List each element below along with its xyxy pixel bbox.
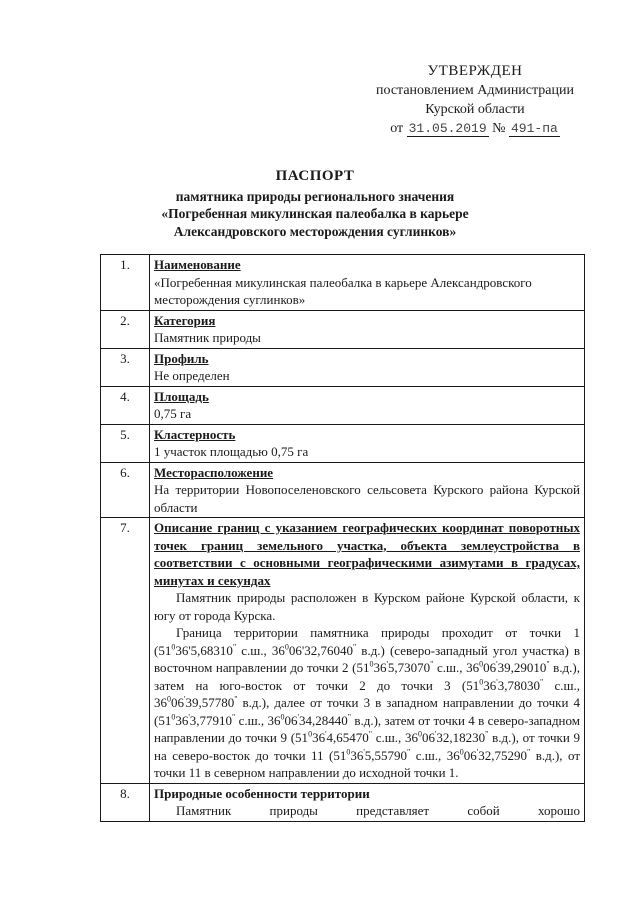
table-row [101, 310, 585, 348]
approval-number: 491-па [511, 121, 558, 136]
table-row [101, 518, 585, 784]
approval-title: УТВЕРЖДЕН [427, 63, 523, 79]
row-text: На территории Новопоселеновского сельсовета Курского района Курской области [154, 482, 580, 515]
location-paragraph: Памятник природы расположен в Курском районе Курской области, к югу от города Курска. [154, 590, 580, 623]
passport-title: ПАСПОРТ [275, 168, 355, 184]
row-text: Памятник природы [154, 330, 261, 345]
row-text: 0,75 га [154, 406, 192, 421]
heading-line-1: памятника природы регионального значения [175, 188, 455, 204]
row-content [150, 462, 585, 518]
date-prefix: от [390, 121, 404, 136]
passport-table [100, 254, 585, 822]
row-content [150, 424, 585, 462]
row-header: Кластерность [154, 426, 236, 442]
heading-line-3: Александровского месторождения суглинков» [173, 223, 457, 239]
row-number: 5. [101, 424, 150, 462]
table-row [101, 386, 585, 424]
row-header: Профиль [154, 350, 209, 366]
row-header: Категория [154, 312, 216, 328]
approval-line-2: Курской области [425, 102, 525, 117]
row-content [150, 386, 585, 424]
row-text: «Погребенная микулинская палеобалка в карьере Александровского месторождения суглинков» [154, 274, 532, 307]
row-header: Месторасположение [154, 464, 274, 480]
row-number: 6. [101, 462, 150, 518]
row-content [150, 518, 585, 784]
row-content [150, 783, 585, 821]
approval-date-line [350, 119, 600, 138]
row-text: Памятник природы представляет собой хорошо [176, 803, 580, 818]
table-row [101, 424, 585, 462]
approval-date: 31.05.2019 [408, 121, 487, 136]
row-content [150, 255, 585, 311]
table-row [101, 255, 585, 311]
row-content [150, 310, 585, 348]
row-number: 3. [101, 348, 150, 386]
approval-line-1: постановлением Администрации [376, 83, 574, 98]
row-number: 8. [101, 783, 150, 821]
row-text: 1 участок площадью 0,75 га [154, 444, 309, 459]
row-number: 2. [101, 310, 150, 348]
table-row [101, 783, 585, 821]
row-text: Не определен [154, 368, 230, 383]
heading-line-2: «Погребенная микулинская палеобалка в карьере [161, 206, 469, 221]
row-header: Описание границ с указанием географических координат поворотных точек границ земельного участка, объекта землеустройства в соответствии с основными географическими азимутами в градусах, минутах и секундах [154, 520, 580, 588]
table-row [101, 462, 585, 518]
row-header: Природные особенности территории [154, 785, 370, 801]
row-number: 4. [101, 386, 150, 424]
table-row [101, 348, 585, 386]
row-header: Площадь [154, 388, 209, 404]
row-header: Наименование [154, 257, 241, 272]
row-content [150, 348, 585, 386]
passport-heading [100, 168, 530, 240]
boundary-paragraph: Граница территории памятника природы проходит от точки 1 ($51^036'5,68310^"$ с.ш., $36^006'32,76040^"$ в.д.) (северо-западный угол участка) в восточном направлении до точки 2 ($51^036'5,73070^"$ с.ш., $36^006'39,29010^"$ в.д.), затем на юго-восток от точки 2 до точки 3 ($51^036'3,78030^"$ с.ш., $36^006'39,57780^"$ в.д.), далее от точки 3 в западном направлении до точки 4 ($51^036'3,77910^"$ с.ш., $36^006'34,28440^"$ в.д.), затем от точки 4 в северо-западном направлении до точки 9 ($51^036'4,65470^"$ с.ш., $36^006'32,18230^"$ в.д.), от точки 9 на северо-восток до точки 11 ($51^036'5,55790^"$ с.ш., $36^006'32,75290^"$ в.д.), от точки 11 в северном направлении до исходной точки 1. [154, 625, 581, 780]
row-number: 1. [101, 255, 150, 311]
approval-block [350, 62, 600, 138]
row-number: 7. [101, 518, 150, 784]
number-prefix: № [492, 121, 506, 136]
